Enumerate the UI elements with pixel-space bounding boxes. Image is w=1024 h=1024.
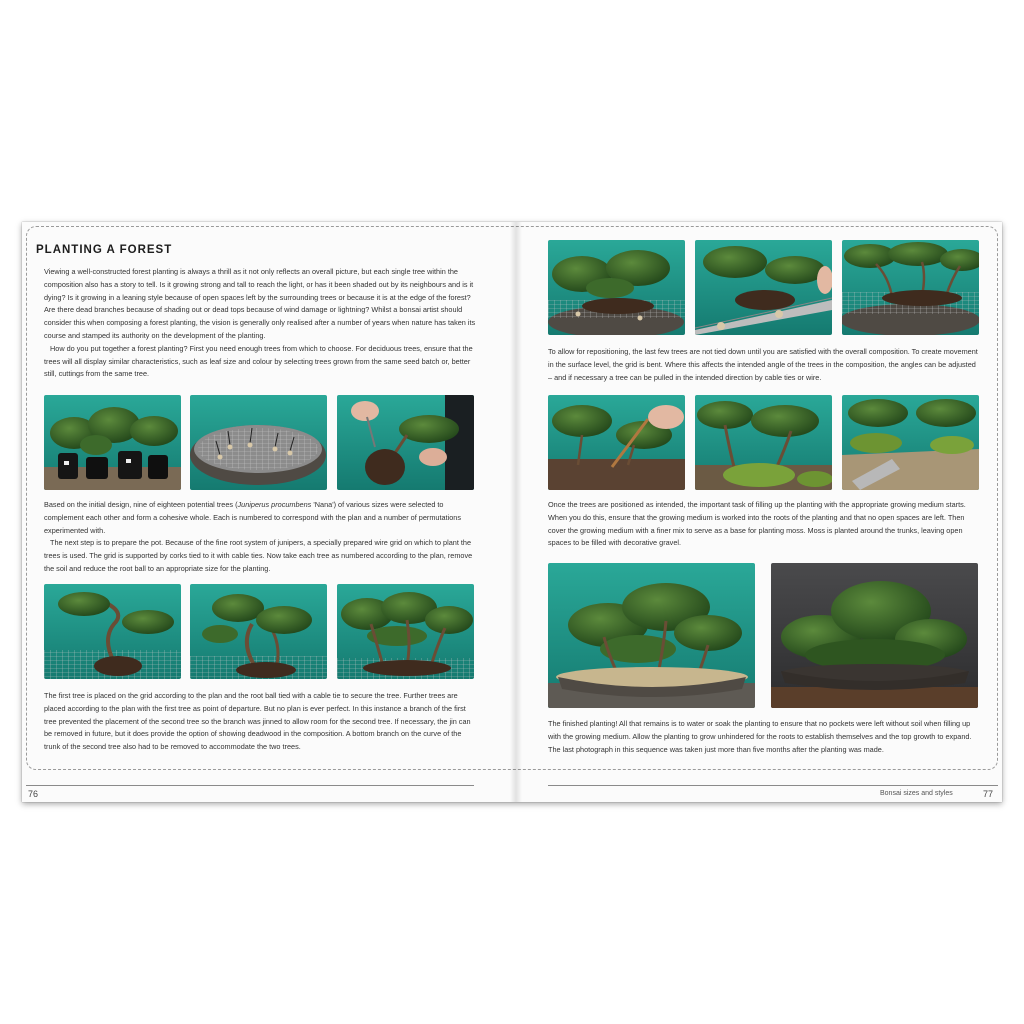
photo-root-reduction <box>337 395 474 490</box>
intro-paragraph-2: How do you put together a forest planting? First you need enough trees from which to choose. For deciduous trees, ensure that the trees will all display similar characteristics, such as leaf size and colour by selecting trees grown from the same seed batch or, better still, cuttings from the same tree. <box>44 343 473 379</box>
design-text <box>44 499 476 576</box>
species-name: Juniperus procumbens <box>237 500 312 509</box>
running-head: Bonsai sizes and styles <box>880 790 953 797</box>
photo-prepared-pot-grid <box>190 395 327 490</box>
finished-planting-text: The finished planting! All that remains is to water or soak the planting to ensure that no pockets were left without soil when filling up with the growing medium. Allow the planting to grow unhindered for the roots to establish themselves and the top growth to expand. The last photograph in this sequence was taken just more than five months after the planting was made. <box>548 719 972 754</box>
intro-text <box>44 266 476 381</box>
photo-planting-five-months <box>771 563 978 708</box>
photo-bending-grid <box>695 240 832 335</box>
left-footer-rule <box>26 785 474 786</box>
grid-placement-text: The first tree is placed on the grid according to the plan and the root ball tied with a cable tie to secure the tree. Further trees are placed according to the plan with the first tree as point of departure. But no plan is ever perfect. In this instance a branch of the first tree prevented the placement of the second tree so the branch was jinned to allow room for the second tree. If necessary, the jin can be removed in future, but it does provide the option of showing deadwood in the composition. A bottom branch on the curve of the trunk of the second tree also had to be removed to accommodate the two trees. <box>44 691 471 752</box>
photo-first-tree-on-grid <box>44 584 181 679</box>
book-gutter <box>510 222 522 802</box>
repositioning-text: To allow for repositioning, the last few trees are not tied down until you are satisfied with the overall composition. To create movement in the surface level, the grid is bent. Where this affects the intended angle of the trees in the composition, the angles can be adjusted – and if necessary a tree can be pulled in the intended direction by cable ties or wire. <box>548 347 978 382</box>
design-paragraph-1: Based on the initial design, nine of eighteen potential trees (Juniperus procumbens 'Nana') of various sizes were selected to complement each other and form a cohesive whole. Each is numbered to correspond with the plan and a number of permutations experimented with. <box>44 500 461 535</box>
photo-adding-gravel <box>842 395 979 490</box>
page-title: PLANTING A FOREST <box>36 244 173 256</box>
photo-potted-junipers <box>44 395 181 490</box>
right-page-number: 77 <box>983 789 994 799</box>
photo-moss-planting <box>695 395 832 490</box>
photo-finished-planting <box>548 563 755 708</box>
photo-two-trees-on-grid <box>190 584 327 679</box>
photo-working-medium <box>548 395 685 490</box>
intro-paragraph-1: Viewing a well-constructed forest planting is always a thrill as it not only reflects an overall picture, but each single tree within the composition also has a story to tell. Is it growing strong and tall to reach the light, or has it been shaded out by its neighbours and is it dying? Is it growing in a leaning style because of open spaces left by the surrounding trees or because it is at the edge of the forest? Are there dead branches because of shading out or dead tops because of wind damage or lightning? Whilst a bonsai artist should consider this when composing a forest planting, the vision is generally only realised after a number of years when nature has taken its course and stamped its authority on the development of the planting. <box>44 267 476 340</box>
design-paragraph-2: The next step is to prepare the pot. Because of the fine root system of junipers, a specially prepared wire grid on which to plant the trees is used. The grid is supported by corks tied to it with cable ties. Now take each tree as numbered according to the plan, remove the soil and reduce the root ball to an appropriate size for the planting. <box>44 538 473 573</box>
photo-trees-in-pot-grid <box>548 240 685 335</box>
photo-trees-positioned <box>842 240 979 335</box>
photo-several-trees-on-grid <box>337 584 474 679</box>
growing-medium-text: Once the trees are positioned as intended, the important task of filling up the planting with the appropriate growing medium starts. When you do this, ensure that the growing medium is worked into the roots of the planting and that no open spaces are left. Then cover the growing medium with a finer mix to serve as a base for planting moss. Moss is planted around the trunks, leaving open spaces to be filled with decorative gravel. <box>548 500 966 548</box>
right-footer-rule <box>548 785 998 786</box>
left-page-number: 76 <box>28 789 39 799</box>
